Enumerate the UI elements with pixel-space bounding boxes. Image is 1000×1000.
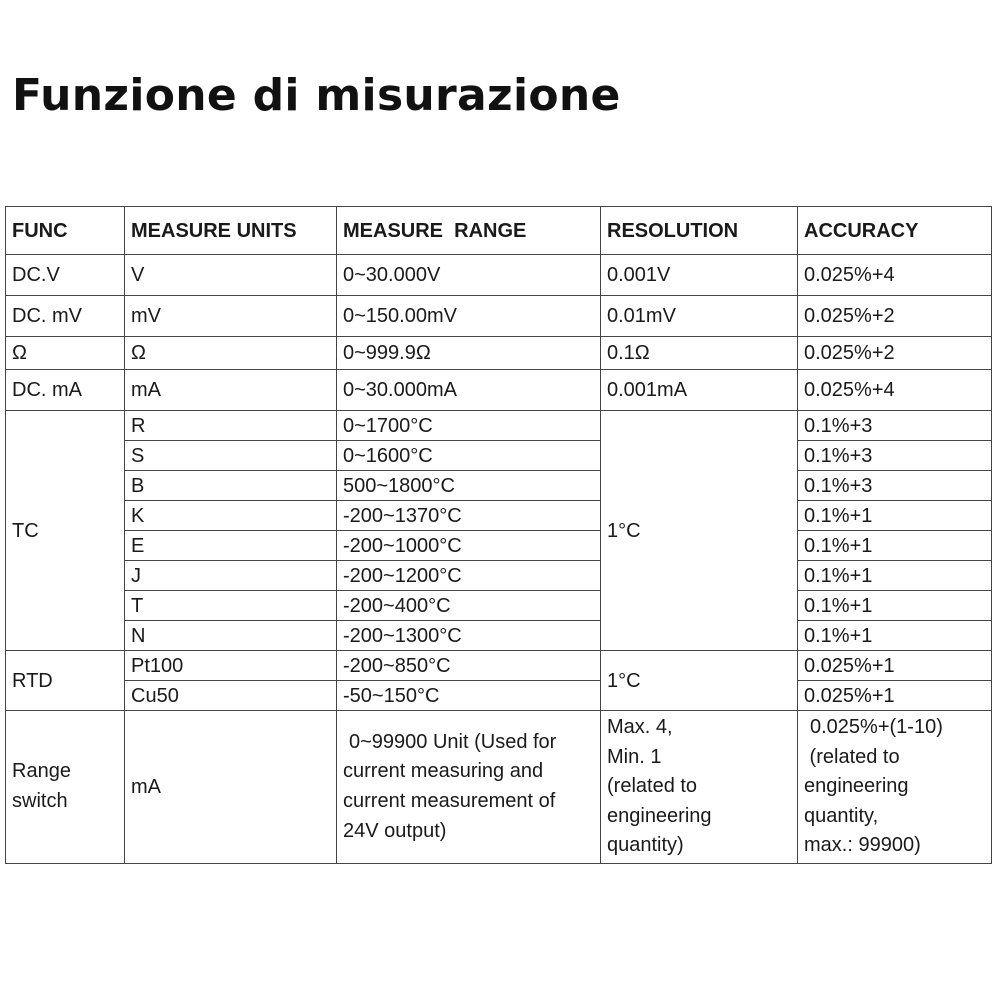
header-resolution: RESOLUTION xyxy=(601,207,798,255)
cell-unit: E xyxy=(125,531,337,561)
cell-func: DC. mV xyxy=(6,296,125,337)
cell-range: -200~1000°C xyxy=(337,531,601,561)
cell-func-range-switch xyxy=(6,711,125,864)
cell-func: Ω xyxy=(6,337,125,370)
table-row xyxy=(6,621,992,651)
cell-range: 0~1600°C xyxy=(337,441,601,471)
cell-range: 0~30.000mA xyxy=(337,370,601,411)
cell-resolution: 0.1Ω xyxy=(601,337,798,370)
specification-table xyxy=(5,206,992,864)
resolution-line: Min. 1 xyxy=(607,745,662,768)
cell-range: -200~1370°C xyxy=(337,501,601,531)
table-row xyxy=(6,501,992,531)
resolution-line: (related to xyxy=(607,775,698,798)
cell-unit: mA xyxy=(125,711,337,864)
cell-accuracy: 0.1%+1 xyxy=(798,531,992,561)
cell-resolution: 0.001mA xyxy=(601,370,798,411)
cell-unit: V xyxy=(125,255,337,296)
cell-unit: J xyxy=(125,561,337,591)
table-row xyxy=(6,711,992,864)
header-measure-range: MEASURE RANGE xyxy=(337,207,601,255)
func-line: switch xyxy=(12,790,68,812)
cell-func: DC. mA xyxy=(6,370,125,411)
table-row xyxy=(6,651,992,681)
func-line: Range xyxy=(12,760,71,783)
table-row xyxy=(6,296,992,337)
cell-range: -200~850°C xyxy=(337,651,601,681)
resolution-line: Max. 4, xyxy=(607,716,673,739)
cell-range: 0~150.00mV xyxy=(337,296,601,337)
cell-range: 0~1700°C xyxy=(337,411,601,441)
range-line: current measurement of xyxy=(343,790,556,812)
cell-range: 500~1800°C xyxy=(337,471,601,501)
range-line: current measuring and xyxy=(343,760,544,783)
accuracy-line: max.: 99900) xyxy=(804,834,921,857)
cell-accuracy-range-switch xyxy=(798,711,992,864)
range-line: 24V output) xyxy=(343,819,447,842)
page-title: Funzione di misurazione xyxy=(12,70,621,121)
cell-range: -200~1200°C xyxy=(337,561,601,591)
cell-range: -200~1300°C xyxy=(337,621,601,651)
header-func: FUNC xyxy=(6,207,125,255)
cell-accuracy: 0.1%+1 xyxy=(798,621,992,651)
accuracy-line: engineering xyxy=(804,775,909,798)
accuracy-line: 0.025%+(1-10) xyxy=(810,716,943,739)
cell-resolution: 0.01mV xyxy=(601,296,798,337)
cell-unit: mA xyxy=(125,370,337,411)
cell-range: 0~999.9Ω xyxy=(337,337,601,370)
cell-func-rtd: RTD xyxy=(6,651,125,711)
cell-range: 0~30.000V xyxy=(337,255,601,296)
cell-resolution: 0.001V xyxy=(601,255,798,296)
cell-unit: R xyxy=(125,411,337,441)
cell-accuracy: 0.025%+4 xyxy=(798,370,992,411)
table-row xyxy=(6,531,992,561)
cell-accuracy: 0.025%+4 xyxy=(798,255,992,296)
cell-accuracy: 0.1%+3 xyxy=(798,471,992,501)
cell-unit: T xyxy=(125,591,337,621)
cell-unit: Pt100 xyxy=(125,651,337,681)
cell-accuracy: 0.025%+2 xyxy=(798,337,992,370)
table-row xyxy=(6,255,992,296)
cell-unit: K xyxy=(125,501,337,531)
accuracy-line: quantity, xyxy=(804,804,879,827)
cell-func: DC.V xyxy=(6,255,125,296)
cell-func-tc: TC xyxy=(6,411,125,651)
table-row xyxy=(6,471,992,501)
range-line: 0~99900 Unit (Used for xyxy=(349,730,557,753)
cell-unit: B xyxy=(125,471,337,501)
resolution-line: engineering xyxy=(607,804,712,827)
header-accuracy: ACCURACY xyxy=(798,207,992,255)
table-row xyxy=(6,591,992,621)
cell-accuracy: 0.025%+1 xyxy=(798,681,992,711)
cell-unit: N xyxy=(125,621,337,651)
table-row xyxy=(6,370,992,411)
table-row xyxy=(6,337,992,370)
cell-unit: S xyxy=(125,441,337,471)
table-row xyxy=(6,561,992,591)
accuracy-line: (related to xyxy=(804,745,900,768)
cell-accuracy: 0.025%+1 xyxy=(798,651,992,681)
table-row xyxy=(6,411,992,441)
table-row xyxy=(6,441,992,471)
cell-unit: Ω xyxy=(125,337,337,370)
cell-range: -50~150°C xyxy=(337,681,601,711)
resolution-line: quantity) xyxy=(607,834,684,857)
table-row xyxy=(6,681,992,711)
cell-accuracy: 0.1%+3 xyxy=(798,441,992,471)
cell-accuracy: 0.1%+3 xyxy=(798,411,992,441)
cell-accuracy: 0.1%+1 xyxy=(798,561,992,591)
cell-range: -200~400°C xyxy=(337,591,601,621)
cell-resolution-range-switch xyxy=(601,711,798,864)
cell-resolution-rtd: 1°C xyxy=(601,651,798,711)
cell-accuracy: 0.1%+1 xyxy=(798,591,992,621)
cell-unit: mV xyxy=(125,296,337,337)
table-header-row xyxy=(6,207,992,255)
cell-accuracy: 0.025%+2 xyxy=(798,296,992,337)
cell-resolution-tc: 1°C xyxy=(601,411,798,651)
cell-range-range-switch xyxy=(337,711,601,864)
header-measure-units: MEASURE UNITS xyxy=(125,207,337,255)
cell-accuracy: 0.1%+1 xyxy=(798,501,992,531)
cell-unit: Cu50 xyxy=(125,681,337,711)
